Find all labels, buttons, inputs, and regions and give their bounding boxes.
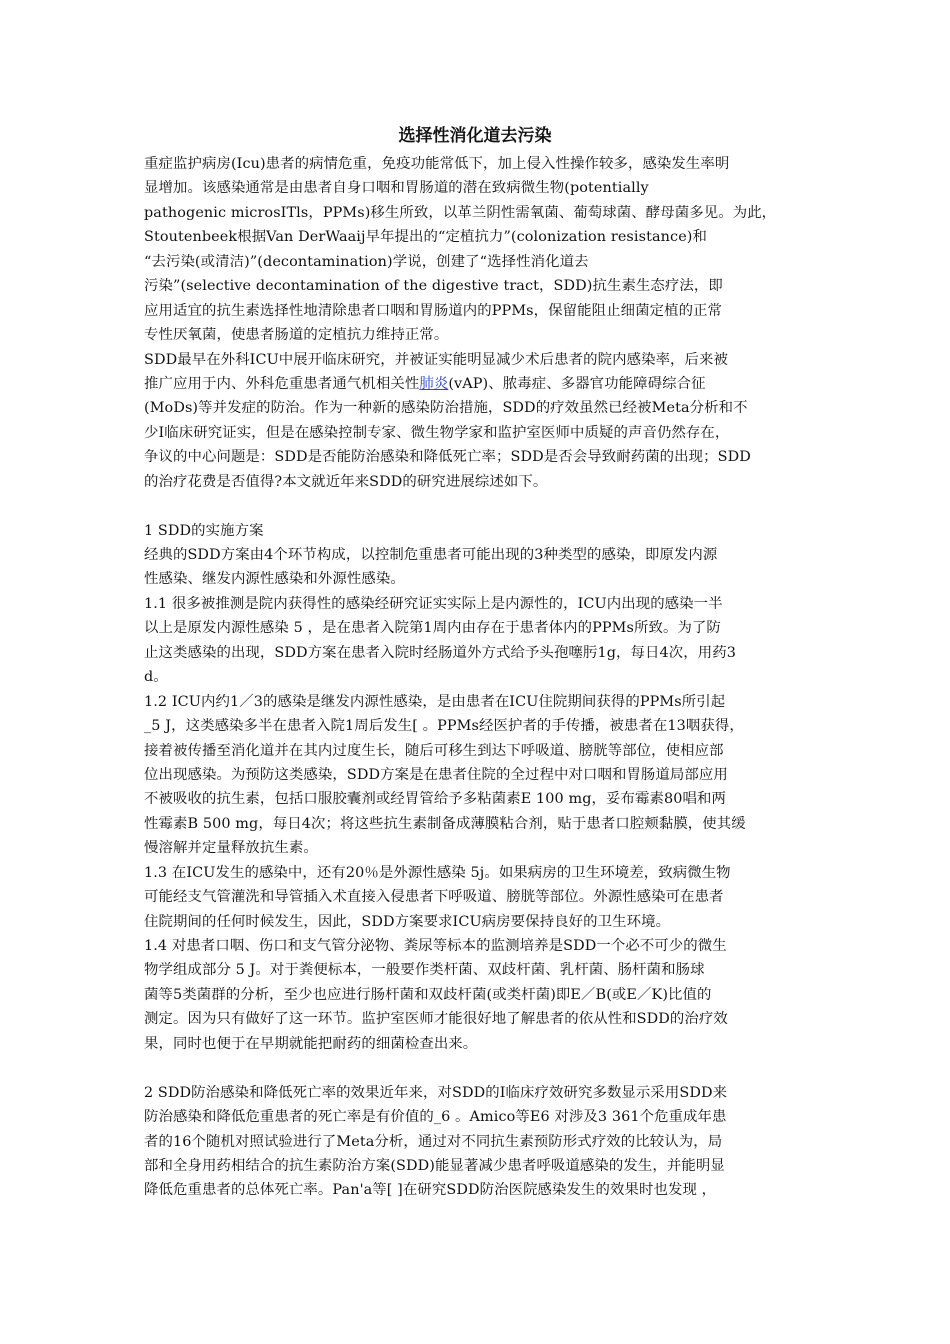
text-line <box>144 372 824 396</box>
text-line: 部和全身用药相结合的抗生素防治方案(SDD)能显著减少患者呼吸道感染的发生，并能明显 <box>144 1157 725 1174</box>
text-line: Stoutenbeek根据Van DerWaaij早年提出的“定植抗力”(colonization resistance)和 <box>144 229 708 246</box>
text-line: d。 <box>144 669 168 686</box>
text-line: 的治疗花费是否值得?本文就近年来SDD的研究进展综述如下。 <box>144 473 548 490</box>
text-line: 重症监护病房(Icu)患者的病情危重，免疫功能常低下，加上侵入性操作较多，感染发生率明 <box>144 156 730 172</box>
text-line: 者的16个随机对照试验进行了Meta分析，通过对不同抗生素预防形式疗效的比较认为，局 <box>144 1133 723 1150</box>
text-line: 果，同时也便于在早期就能把耐药的细菌检查出来。 <box>144 1035 478 1052</box>
pneumonia-link[interactable]: 肺炎 <box>419 375 449 392</box>
text-line: _5 J，这类感染多半在患者入院1周后发生[ 。PPMs经医护者的手传播，被患者在13咽获得， <box>144 718 744 735</box>
text-line: 经典的SDD方案由4个环节构成，以控制危重患者可能出现的3种类型的感染，即原发内源 <box>144 547 718 563</box>
text-line: (MoDs)等并发症的防治。作为一种新的感染防治措施，SDD的疗效虽然已经被Meta分析和不 <box>144 400 748 417</box>
text-line: 1.3 在ICU发生的感染中，还有20％是外源性感染 5j。如果病房的卫生环境差，致病微生物 <box>144 864 731 881</box>
text-line: 慢溶解并定量释放抗生素。 <box>144 840 318 857</box>
text-line: 1 SDD的实施方案 <box>144 522 264 539</box>
text-line: 菌等5类菌群的分析，至少也应进行肠杆菌和双歧杆菌(或类杆菌)即E／B(或E／K)比值的 <box>144 986 712 1003</box>
text-line: 污染”(selective decontamination of the digestive tract，SDD)抗生素生态疗法，即 <box>144 278 723 295</box>
blank-line <box>144 494 824 518</box>
text-line: 住院期间的任何时候发生，因此，SDD方案要求ICU病房要保持良好的卫生环境。 <box>144 913 671 930</box>
text-line: 以上是原发内源性感染 5 ，是在患者入院第1周内由存在于患者体内的PPMs所致。为了防 <box>144 620 721 637</box>
document-title: 选择性消化道去污染 <box>398 126 552 146</box>
text-line: SDD最早在外科ICU中展开临床研究，并被证实能明显减少术后患者的院内感染率，后来被 <box>144 351 729 368</box>
text-line: 防治感染和降低危重患者的死亡率是有价值的_6 。Amico等E6 对涉及3 361个危重成年患 <box>144 1109 727 1126</box>
text-line: 性感染、继发内源性感染和外源性感染。 <box>144 571 405 588</box>
text-line: 显增加。该感染通常是由患者自身口咽和胃肠道的潜在致病微生物(potentially <box>144 180 649 197</box>
text-line: 测定。因为只有做好了这一环节。监护室医师才能很好地了解患者的依从性和SDD的治疗效 <box>144 1011 728 1028</box>
text-line: 降低危重患者的总体死亡率。Pan'a等[ ]在研究SDD防治医院感染发生的效果时也发现 ， <box>144 1182 717 1199</box>
text-line: 可能经支气管灌洗和导管插入术直接入侵患者下呼吸道、膀胱等部位。外源性感染可在患者 <box>144 889 724 906</box>
text-line: 物学组成部分 5 J。对于粪便标本，一般要作类杆菌、双歧杆菌、乳杆菌、肠杆菌和肠球 <box>144 962 705 979</box>
text-line: 位出现感染。为预防这类感染，SDD方案是在患者住院的全过程中对口咽和胃肠道局部应用 <box>144 766 728 783</box>
text-line: “去污染(或清洁)”(decontamination)学说，创建了“选择性消化道去 <box>144 253 589 270</box>
text-line: 1.1 很多被推测是院内获得性的感染经研究证实实际上是内源性的，ICU内出现的感染一半 <box>144 595 723 612</box>
text-line: 接着被传播至消化道并在其内过度生长，随后可移生到达下呼吸道、膀胱等部位，使相应部 <box>144 742 724 759</box>
blank-line <box>144 1056 824 1080</box>
text-line: 应用适宜的抗生素选择性地清除患者口咽和胃肠道内的PPMs，保留能阻止细菌定植的正常 <box>144 302 723 319</box>
text-line: pathogenic microsITls，PPMs)移生所致，以革兰阴性需氧菌、葡萄球菌、酵母菌多见。为此， <box>144 204 777 221</box>
document-body <box>144 152 824 1203</box>
text-line: 1.4 对患者口咽、伤口和支气管分泌物、粪尿等标本的监测培养是SDD一个必不可少的微生 <box>144 938 727 954</box>
text-line: 1.2 ICU内约1／3的感染是继发内源性感染，是由患者在ICU住院期间获得的PPMs所引起 <box>144 693 726 710</box>
text-line: 性霉素B 500 mg，每日4次；将这些抗生素制备成薄膜粘合剂，贴于患者口腔颊黏膜，使其缓 <box>144 815 746 832</box>
text-line: 少I临床研究证实，但是在感染控制专家、微生物学家和监护室医师中质疑的声音仍然存在， <box>144 424 730 441</box>
text-line: 止这类感染的出现，SDD方案在患者入院时经肠道外方式给予头孢噻肟1g，每日4次，用药3 <box>144 644 736 661</box>
text-line: 争议的中心问题是：SDD是否能防治感染和降低死亡率；SDD是否会导致耐药菌的出现；SDD <box>144 449 751 466</box>
text-segment: (vAP)、脓毒症、多器官功能障碍综合征 <box>448 375 706 392</box>
text-segment: 推广应用于内、外科危重患者通气机相关性 <box>144 375 420 392</box>
text-line: 2 SDD防治感染和降低死亡率的效果近年来，对SDD的I临床疗效研究多数显示采用SDD来 <box>144 1084 728 1101</box>
text-line: 不被吸收的抗生素，包括口服胶囊剂或经胃管给予多粘菌素E 100 mg，妥布霉素80唱和两 <box>144 791 726 808</box>
text-line: 专性厌氧菌，使患者肠道的定植抗力维持正常。 <box>144 327 449 344</box>
